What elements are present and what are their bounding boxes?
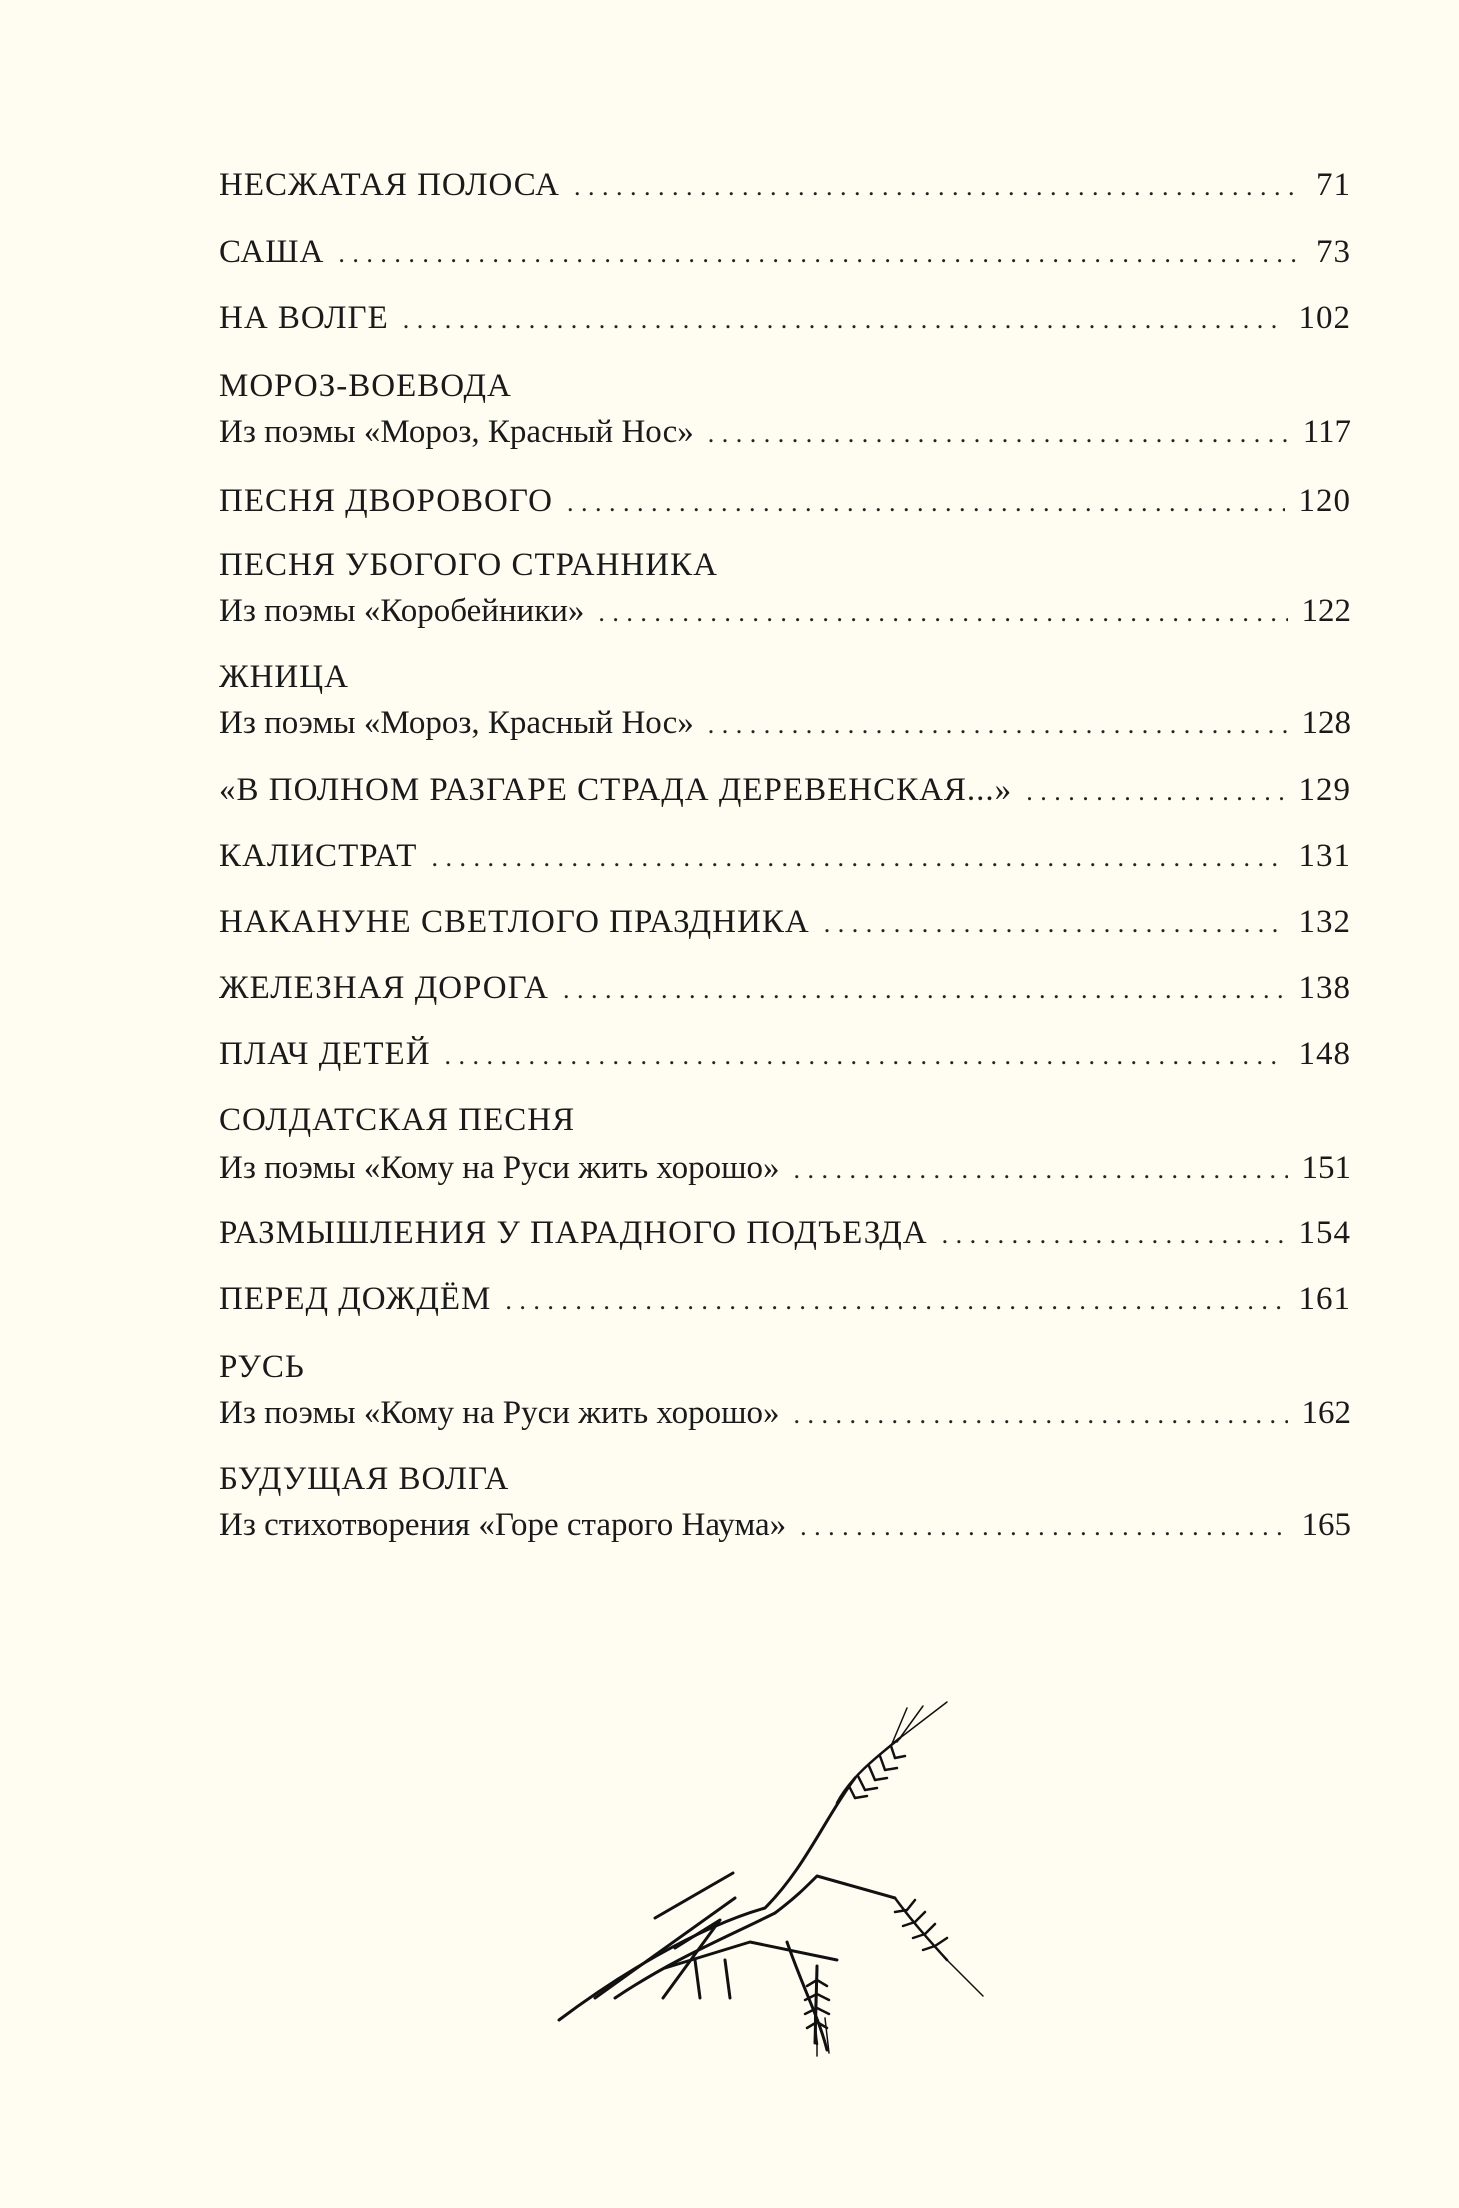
toc-entry-subtitle: Из поэмы «Кому на Руси жить хорошо» xyxy=(219,1150,780,1186)
toc-entry-page: 151 xyxy=(1301,1150,1351,1186)
toc-entry-page: 122 xyxy=(1301,593,1351,629)
toc-entry-page: 129 xyxy=(1298,772,1351,808)
dot-leader xyxy=(800,1507,1287,1547)
dot-leader xyxy=(708,705,1288,745)
dot-leader xyxy=(708,414,1289,454)
toc-entry-page: 154 xyxy=(1298,1215,1351,1251)
dot-leader xyxy=(567,483,1285,523)
toc-entry-page: 73 xyxy=(1316,234,1351,270)
toc-entry[interactable] xyxy=(219,1213,1351,1255)
toc-entry[interactable] xyxy=(219,481,1351,523)
dot-leader xyxy=(431,838,1284,878)
toc-entry-page: 117 xyxy=(1302,414,1351,450)
toc-entry-title: ПЛАЧ ДЕТЕЙ xyxy=(219,1036,431,1072)
toc-entry-title: САША xyxy=(219,234,325,270)
toc-entry[interactable] xyxy=(219,902,1351,944)
toc-entry[interactable] xyxy=(219,968,1351,1010)
toc-entry-title: ЖЕЛЕЗНАЯ ДОРОГА xyxy=(219,970,549,1006)
toc-entry-page: 132 xyxy=(1298,904,1351,940)
toc-entry[interactable] xyxy=(219,591,1351,633)
toc-entry[interactable] xyxy=(219,1393,1351,1435)
dot-leader xyxy=(1026,772,1284,812)
dot-leader xyxy=(338,234,1302,274)
wheat-ears-icon xyxy=(555,1698,985,2058)
toc-entry[interactable] xyxy=(219,1034,1351,1076)
dot-leader xyxy=(598,593,1287,633)
toc-entry[interactable] xyxy=(219,1505,1351,1547)
toc-entry-title[interactable]: ЖНИЦА xyxy=(219,659,349,695)
toc-entry-title: НА ВОЛГЕ xyxy=(219,300,389,336)
toc-entry-page: 131 xyxy=(1298,838,1351,874)
dot-leader xyxy=(403,300,1285,340)
toc-entry-title: «В ПОЛНОМ РАЗГАРЕ СТРАДА ДЕРЕВЕНСКАЯ...» xyxy=(219,772,1013,808)
toc-entry-title: РАЗМЫШЛЕНИЯ У ПАРАДНОГО ПОДЪЕЗДА xyxy=(219,1215,928,1251)
toc-entry-page: 102 xyxy=(1298,300,1351,336)
toc-entry[interactable] xyxy=(219,703,1351,745)
toc-entry-title[interactable]: РУСЬ xyxy=(219,1349,305,1385)
toc-entry-title[interactable]: МОРОЗ-ВОЕВОДА xyxy=(219,368,512,404)
dot-leader xyxy=(574,167,1302,207)
toc-entry[interactable] xyxy=(219,412,1351,454)
dot-leader xyxy=(794,1395,1288,1435)
dot-leader xyxy=(505,1281,1284,1321)
toc-entry-page: 71 xyxy=(1316,167,1351,203)
toc-entry-title: НЕСЖАТАЯ ПОЛОСА xyxy=(219,167,560,203)
toc-entry-title[interactable]: ПЕСНЯ УБОГОГО СТРАННИКА xyxy=(219,547,718,583)
toc-entry-page: 120 xyxy=(1298,483,1351,519)
toc-entry-title: ПЕРЕД ДОЖДЁМ xyxy=(219,1281,492,1317)
toc-entry[interactable] xyxy=(219,165,1351,207)
toc-entry-subtitle: Из поэмы «Кому на Руси жить хорошо» xyxy=(219,1395,780,1431)
dot-leader xyxy=(942,1215,1285,1255)
toc-entry[interactable] xyxy=(219,1279,1351,1321)
toc-entry-page: 162 xyxy=(1301,1395,1351,1431)
dot-leader xyxy=(824,904,1285,944)
toc-entry-page: 138 xyxy=(1298,970,1351,1006)
toc-entry[interactable] xyxy=(219,836,1351,878)
dot-leader xyxy=(794,1150,1288,1190)
toc-entry-title: ПЕСНЯ ДВОРОВОГО xyxy=(219,483,553,519)
dot-leader xyxy=(563,970,1285,1010)
toc-entry-subtitle: Из поэмы «Мороз, Красный Нос» xyxy=(219,705,694,741)
toc-entry-page: 128 xyxy=(1301,705,1351,741)
toc-entry[interactable] xyxy=(219,232,1351,274)
dot-leader xyxy=(445,1036,1285,1076)
toc-entry-title[interactable]: БУДУЩАЯ ВОЛГА xyxy=(219,1461,510,1497)
toc-entry[interactable] xyxy=(219,298,1351,340)
toc-entry-page: 161 xyxy=(1298,1281,1351,1317)
toc-entry-title: КАЛИСТРАТ xyxy=(219,838,418,874)
toc-entry-page: 148 xyxy=(1298,1036,1351,1072)
toc-entry-subtitle: Из стихотворения «Горе старого Наума» xyxy=(219,1507,787,1543)
toc-entry[interactable] xyxy=(219,770,1351,812)
toc-entry[interactable] xyxy=(219,1148,1351,1190)
toc-entry-page: 165 xyxy=(1301,1507,1351,1543)
toc-entry-subtitle: Из поэмы «Коробейники» xyxy=(219,593,585,629)
toc-entry-title: НАКАНУНЕ СВЕТЛОГО ПРАЗДНИКА xyxy=(219,904,810,940)
toc-entry-title[interactable]: СОЛДАТСКАЯ ПЕСНЯ xyxy=(219,1102,576,1138)
toc-entry-subtitle: Из поэмы «Мороз, Красный Нос» xyxy=(219,414,694,450)
